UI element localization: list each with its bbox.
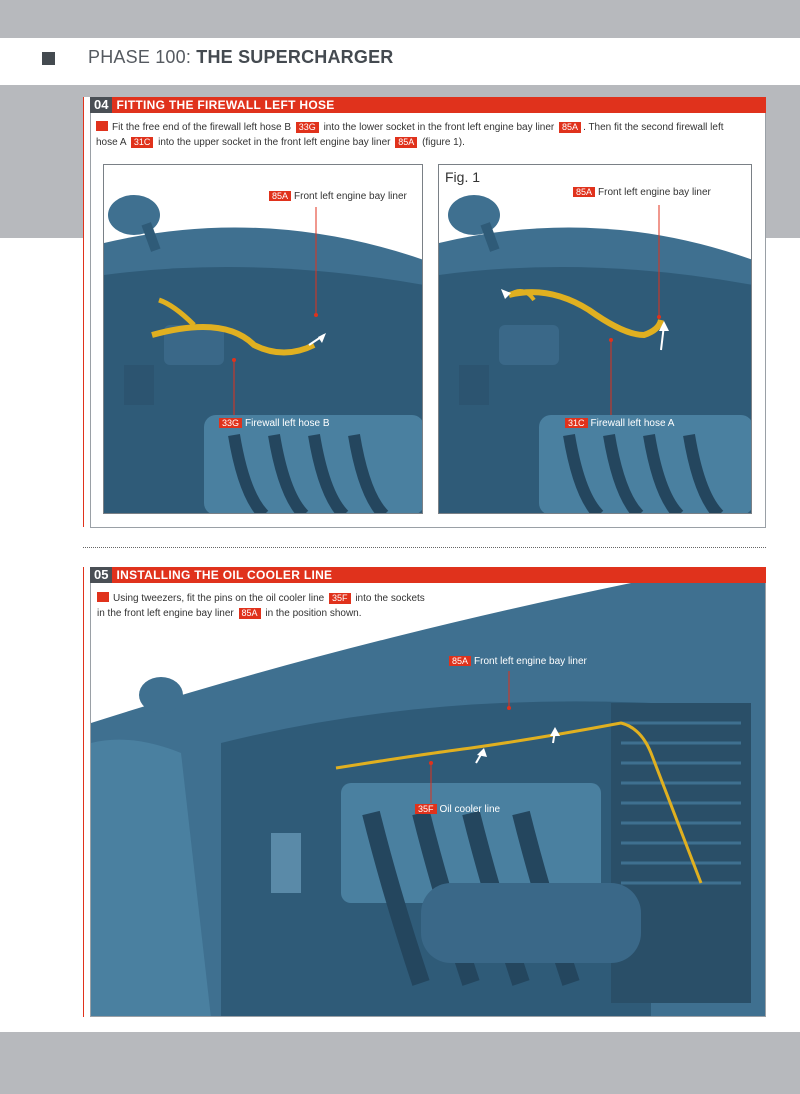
header-square-icon <box>42 52 55 65</box>
section-divider <box>83 547 766 548</box>
phase-title: THE SUPERCHARGER <box>196 47 394 67</box>
part-tag-33g: 33G <box>296 122 319 133</box>
callout-tag: 85A <box>449 656 471 666</box>
figure-label: Fig. 1 <box>445 169 481 185</box>
right-callout-85a <box>573 185 711 200</box>
step04-text-1b: into the lower socket in the front left engine bay liner <box>323 122 555 133</box>
part-tag-35f: 35F <box>329 593 351 604</box>
step04-text-2b: into the upper socket in the front left engine bay liner <box>158 137 391 148</box>
bullet-icon <box>96 121 108 131</box>
step04-right-figure <box>438 164 752 514</box>
step05-instruction <box>97 591 429 623</box>
step04-left-figure <box>103 164 423 514</box>
step05-margin-line <box>83 567 84 1017</box>
part-tag-31c: 31C <box>131 137 154 148</box>
engine-illustration <box>439 165 752 514</box>
step04-number: 04 <box>90 97 112 113</box>
step05-number: 05 <box>90 567 112 583</box>
callout-label: Firewall left hose A <box>590 418 675 429</box>
grey-band <box>0 85 800 97</box>
callout-tag: 33G <box>219 418 242 428</box>
part-tag-85a: 85A <box>395 137 417 148</box>
step05-text-2b: in the position shown. <box>265 608 362 619</box>
page-title <box>88 47 393 68</box>
step05-text-2a: in the front left engine bay liner <box>97 608 234 619</box>
step04-text-2a: hose A <box>96 137 127 148</box>
left-callout-33g <box>219 416 330 431</box>
top-band <box>0 0 800 38</box>
part-tag-85a: 85A <box>239 608 261 619</box>
step04-margin-line <box>83 97 84 527</box>
callout-label: Firewall left hose B <box>245 418 330 429</box>
bullet-icon <box>97 592 109 602</box>
step05-callout-85a <box>449 654 587 669</box>
callout-tag: 85A <box>269 191 291 201</box>
callout-label: Front left engine bay liner <box>598 187 711 198</box>
step05-title: INSTALLING THE OIL COOLER LINE <box>116 568 333 582</box>
engine-illustration <box>104 165 423 514</box>
engine-illustration <box>91 583 766 1017</box>
bottom-band <box>0 1032 800 1094</box>
step04-text-1c: . Then fit the second firewall left <box>583 122 724 133</box>
callout-label: Oil cooler line <box>439 804 501 815</box>
step04-instruction <box>96 120 724 150</box>
left-callout-85a <box>269 189 407 204</box>
step04-title: FITTING THE FIREWALL LEFT HOSE <box>116 98 335 112</box>
callout-tag: 31C <box>565 418 588 428</box>
callout-tag: 85A <box>573 187 595 197</box>
right-band <box>766 85 800 238</box>
step05-callout-35f <box>415 802 500 817</box>
left-band <box>0 85 83 238</box>
step05-text-1b: into the sockets <box>355 593 425 604</box>
step04-text-2c: (figure 1). <box>422 137 465 148</box>
step04-text-1a: Fit the free end of the firewall left hose B <box>112 122 291 133</box>
step05-header <box>90 567 766 583</box>
callout-tag: 35F <box>415 804 437 814</box>
callout-label: Front left engine bay liner <box>294 191 407 202</box>
step05-text-1a: Using tweezers, fit the pins on the oil cooler line <box>113 593 325 604</box>
phase-label: PHASE 100: <box>88 47 192 67</box>
right-callout-31c <box>565 416 674 431</box>
callout-label: Front left engine bay liner <box>474 656 587 667</box>
part-tag-85a: 85A <box>559 122 581 133</box>
step04-header <box>90 97 766 113</box>
step05-figure <box>90 582 766 1017</box>
